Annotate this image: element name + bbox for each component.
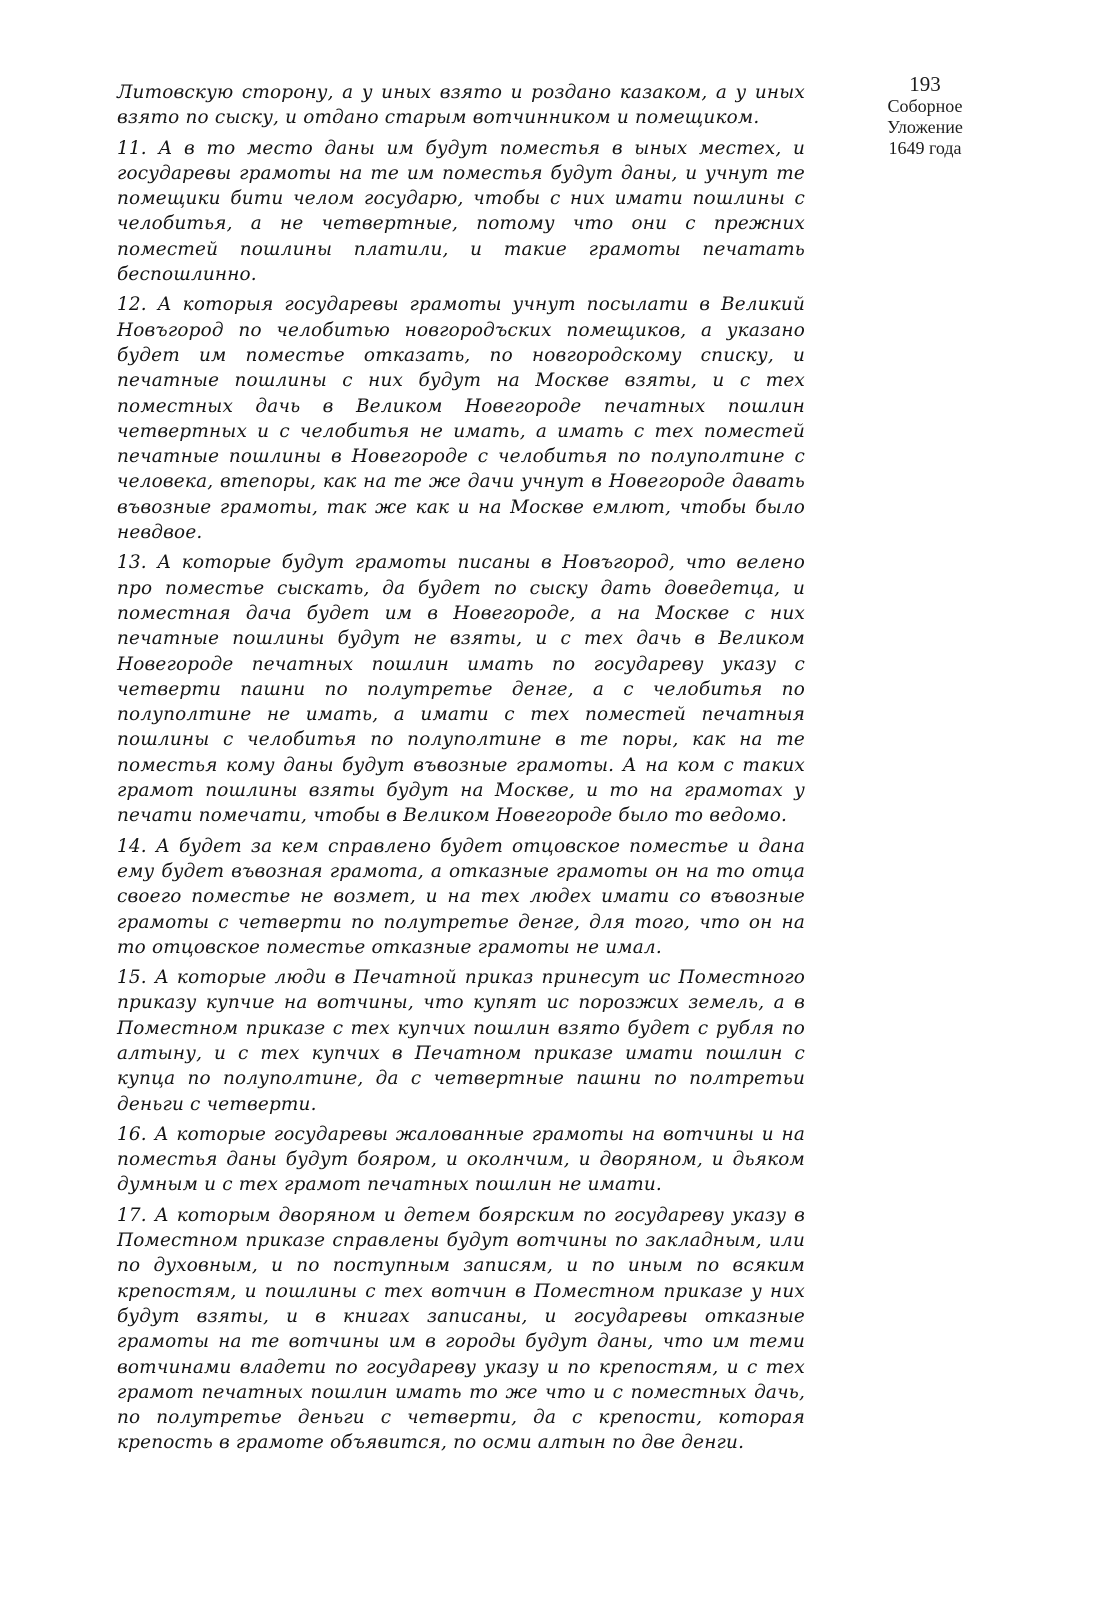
article-15: 15. А которые люди в Печатной приказ принесут ис Поместного приказу купчие на вотчины, что купят ис порозжих земель, а в Поместном приказе с тех купчих пошлин взято будет с рубля по алтыну, и с тех купчих в Печатном приказе имати пошлин с купца по полуполтине, да с четвертные пашни по полтретьи деньги с четверти. xyxy=(117,967,805,1115)
page-number: 193 xyxy=(909,72,941,96)
margin-header xyxy=(855,72,995,159)
article-17: 17. А которым дворяном и детем боярским по государеву указу в Поместном приказе справлены будут вотчины по закладным, или по духовным, и по поступным записям, и по иным по всяким крепостям, и пошлины с тех вотчин в Поместном приказе у них будут взяты, и в книгах записаны, и государевы отказные грамоты на те вотчины им в городы будут даны, что им теми вотчинами владети по государеву указу и по крепостям, и с тех грамот печатных пошлин имать то же что и с поместных дачь, по полутретье деньги с четверти, да с крепости, которая крепость в грамоте объявится, по осми алтын по две денги. xyxy=(117,1204,805,1454)
margin-title-line-2: Уложение xyxy=(887,117,963,137)
article-13: 13. А которые будут грамоты писаны в Новъгород, что велено про поместье сыскать, да будет по сыску дать доведетца, и поместная дача будет им в Новегороде, а на Москве с них печатные пошлины будут не взяты, и с тех дачь в Великом Новегороде печатных пошлин имать по государеву указу с четверти пашни по полутретье денге, а с челобитья по полуполтине не имать, а имати с тех поместей печатныя пошлины с челобитья по полуполтине в те поры, как на те поместья кому даны будут въвозные грамоты. А на ком с таких грамот пошлины взяты будут на Москве, и то на грамотах у печати помечати, чтобы в Великом Новегороде было то ведомо. xyxy=(117,552,805,827)
main-text xyxy=(117,80,805,1461)
margin-title-line-1: Соборное xyxy=(887,96,963,116)
article-12: 12. А которыя государевы грамоты учнут посылати в Великий Новъгород по челобитью новгородъских помещиков, а указано будет им поместье отказать, по новгородскому списку, и печатные пошлины с них будут на Москве взяты, и с тех поместных дачь в Великом Новегороде печатных пошлин четвертных и с челобитья не имать, а имать с тех поместей печатные пошлины в Новегороде с челобитья по полуполтине с человека, втепоры, как на те же дачи учнут в Новегороде давать въвозные грамоты, так же как и на Москве емлют, чтобы было невдвое. xyxy=(117,294,805,544)
article-14: 14. А будет за кем справлено будет отцовское поместье и дана ему будет въвозная грамота, а отказные грамоты он на то отца своего поместье не возмет, и на тех людех имати со въвозные грамоты с четверти по полутретье денге, для того, что он на то отцовское поместье отказные грамоты не имал. xyxy=(117,835,805,958)
article-11: 11. А в то место даны им будут поместья в ыных местех, и государевы грамоты на те им поместья будут даны, и учнут те помещики бити челом государю, чтобы с них имати пошлины с челобитья, а не четвертные, потому что они с прежних поместей пошлины платили, и такие грамоты печатать беспошлинно. xyxy=(117,137,805,286)
article-16: 16. А которые государевы жалованные грамоты на вотчины и на поместья даны будут бояром, и околнчим, и дворяном, и дьяком думным и с тех грамот печатных пошлин не имати. xyxy=(117,1123,805,1196)
margin-title-line-3: 1649 года xyxy=(888,138,962,158)
paragraph-continuation: Литовскую сторону, а у иных взято и роздано казаком, а у иных взято по сыску, и отдано старым вотчинником и помещиком. xyxy=(117,82,805,129)
